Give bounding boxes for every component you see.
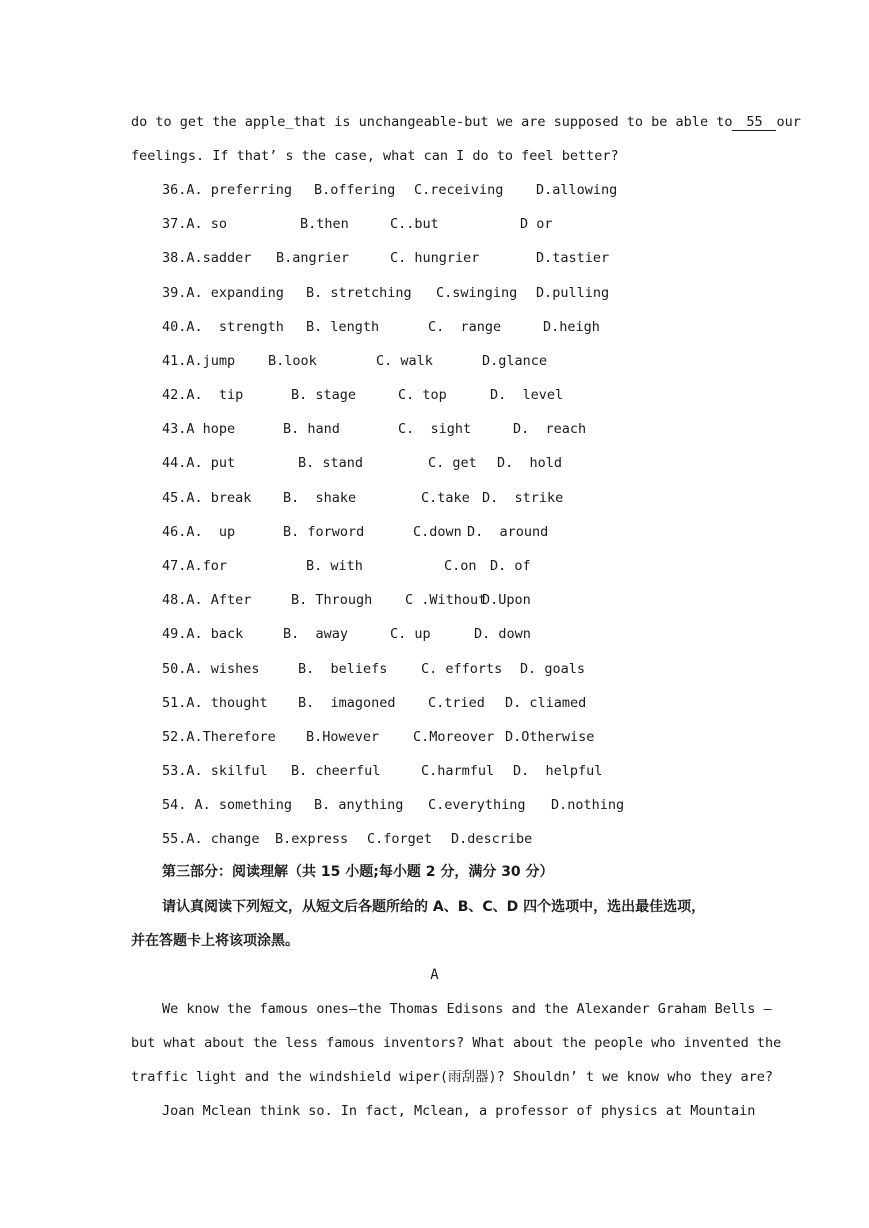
option-b: B.angrier [276, 250, 350, 267]
question-row [162, 317, 722, 337]
passage-a-line-1: We know the famous ones—the Thomas Edisons and the Alexander Graham Bells — [162, 1001, 772, 1017]
question-row [162, 624, 722, 644]
option-d: D.allowing [536, 182, 618, 198]
option-a: 37.A. so [162, 216, 228, 233]
option-c: C.everything [428, 797, 526, 814]
question-row [162, 351, 722, 371]
option-a: 54. A. something [162, 797, 293, 814]
option-b: B.However [306, 728, 380, 745]
question-row [162, 556, 722, 576]
option-c: C .Without [405, 592, 487, 609]
option-c: C. range [428, 318, 502, 335]
option-b: B. beliefs [298, 660, 388, 677]
option-c: C. hungrier [390, 250, 480, 267]
option-b: B. cheerful [291, 763, 381, 780]
option-a: 49.A. back [162, 626, 244, 643]
option-b: B. hand [283, 421, 340, 438]
option-a: 39.A. expanding [162, 284, 284, 301]
option-d: D.Otherwise [505, 728, 595, 745]
passage-label: A [430, 967, 439, 983]
question-row [162, 829, 722, 849]
passage-line-1-text: do to get the apple_that is unchangeable-but we are supposed to be able to [131, 114, 733, 130]
option-b: B. away [283, 626, 349, 643]
option-c: C. walk [376, 352, 433, 369]
option-a: 46.A. up [162, 523, 236, 540]
option-c: C. top [398, 387, 447, 404]
question-row [162, 761, 722, 781]
option-d: D. reach [513, 421, 587, 438]
option-c: C.forget [367, 831, 433, 848]
option-d: D.Upon [482, 592, 531, 609]
option-d: D.nothing [551, 797, 625, 814]
option-a: 40.A. strength [162, 318, 284, 335]
option-c: C. get [428, 455, 477, 472]
option-d: D.describe [451, 831, 533, 848]
option-b: B.express [275, 831, 349, 848]
option-b: B. shake [283, 489, 357, 506]
option-a: 53.A. skilful [162, 763, 268, 780]
option-a: 50.A. wishes [162, 660, 260, 677]
option-d: D. around [467, 523, 549, 540]
question-row [162, 522, 722, 542]
option-c: C. sight [398, 421, 472, 438]
question-row [162, 248, 722, 268]
option-a: 43.A hope [162, 421, 236, 438]
option-c: C.take [421, 489, 470, 506]
option-d: D. down [474, 626, 531, 643]
question-row [162, 659, 722, 679]
option-a: 42.A. tip [162, 387, 244, 404]
option-a: 48.A. After [162, 592, 252, 609]
option-d: D.pulling [536, 284, 610, 301]
option-c: C.on [444, 557, 477, 574]
option-b: B. stand [298, 455, 364, 472]
question-row [162, 727, 722, 747]
passage-a-line-3: traffic light and the windshield wiper(雨刮器)? Shouldn’ t we know who they are? [131, 1069, 773, 1085]
passage-a-line-2: but what about the less famous inventors? What about the people who invented the [131, 1035, 782, 1051]
option-b: B. stage [291, 387, 357, 404]
option-d: D. of [490, 557, 531, 574]
section-heading: 第三部分：阅读理解（共 15 小题;每小题 2 分，满分 30 分） [162, 864, 554, 880]
option-c: C.swinging [436, 284, 518, 301]
question-row [162, 419, 722, 439]
question-row [162, 180, 722, 200]
option-a: 55.A. change [162, 831, 260, 848]
option-a: 51.A. thought [162, 694, 268, 711]
passage-line-1 [131, 112, 801, 132]
question-row [162, 453, 722, 473]
option-c: C. up [390, 626, 431, 643]
option-a: 41.A.jump [162, 352, 236, 369]
question-row [162, 795, 722, 815]
option-b: B. imagoned [298, 694, 396, 711]
option-b: B.then [300, 216, 349, 233]
option-a: 45.A. break [162, 489, 252, 506]
option-d: D. goals [520, 660, 586, 677]
option-d: D.glance [482, 352, 548, 369]
option-a: 44.A. put [162, 455, 236, 472]
option-d: D.heigh [543, 318, 600, 335]
option-c: C. efforts [421, 660, 503, 677]
instruction-line-2: 并在答题卡上将该项涂黑。 [131, 933, 299, 949]
passage-line-2: feelings. If that’ s the case, what can I do to feel better? [131, 148, 619, 164]
option-b: B. length [306, 318, 380, 335]
question-row [162, 385, 722, 405]
option-b: B. with [306, 557, 363, 574]
question-row [162, 283, 722, 303]
option-d: D. helpful [513, 763, 603, 780]
option-b: B.offering [314, 182, 396, 198]
question-row [162, 590, 722, 610]
question-row [162, 693, 722, 713]
instruction-line-1: 请认真阅读下列短文，从短文后各题所给的 A、B、C、D 四个选项中，选出最佳选项， [162, 899, 706, 915]
option-a: 38.A.sadder [162, 250, 252, 267]
option-d: D or [520, 216, 553, 233]
option-d: D. hold [497, 455, 563, 472]
question-row [162, 214, 722, 234]
option-c: C..but [390, 216, 439, 233]
option-d: D.tastier [536, 250, 610, 267]
option-c: C.tried [428, 694, 485, 711]
option-a: 52.A.Therefore [162, 728, 276, 745]
option-c: C.receiving [414, 182, 504, 198]
option-c: C.down [413, 523, 462, 540]
question-row [162, 488, 722, 508]
passage-line-1-end: our [776, 114, 801, 130]
option-d: D. strike [482, 489, 564, 506]
option-d: D. cliamed [505, 694, 587, 711]
option-b: B. anything [314, 797, 404, 814]
option-b: B. forword [283, 523, 365, 540]
option-a: 47.A.for [162, 557, 228, 574]
passage-a-line-4: Joan Mclean think so. In fact, Mclean, a professor of physics at Mountain [162, 1103, 756, 1119]
option-c: C.Moreover [413, 728, 495, 745]
option-c: C.harmful [421, 763, 495, 780]
blank-55: 55 [732, 114, 776, 131]
option-b: B.look [268, 352, 317, 369]
option-a: 36.A. preferring [162, 182, 293, 198]
option-d: D. level [490, 387, 564, 404]
option-b: B. Through [291, 592, 373, 609]
option-b: B. stretching [306, 284, 412, 301]
